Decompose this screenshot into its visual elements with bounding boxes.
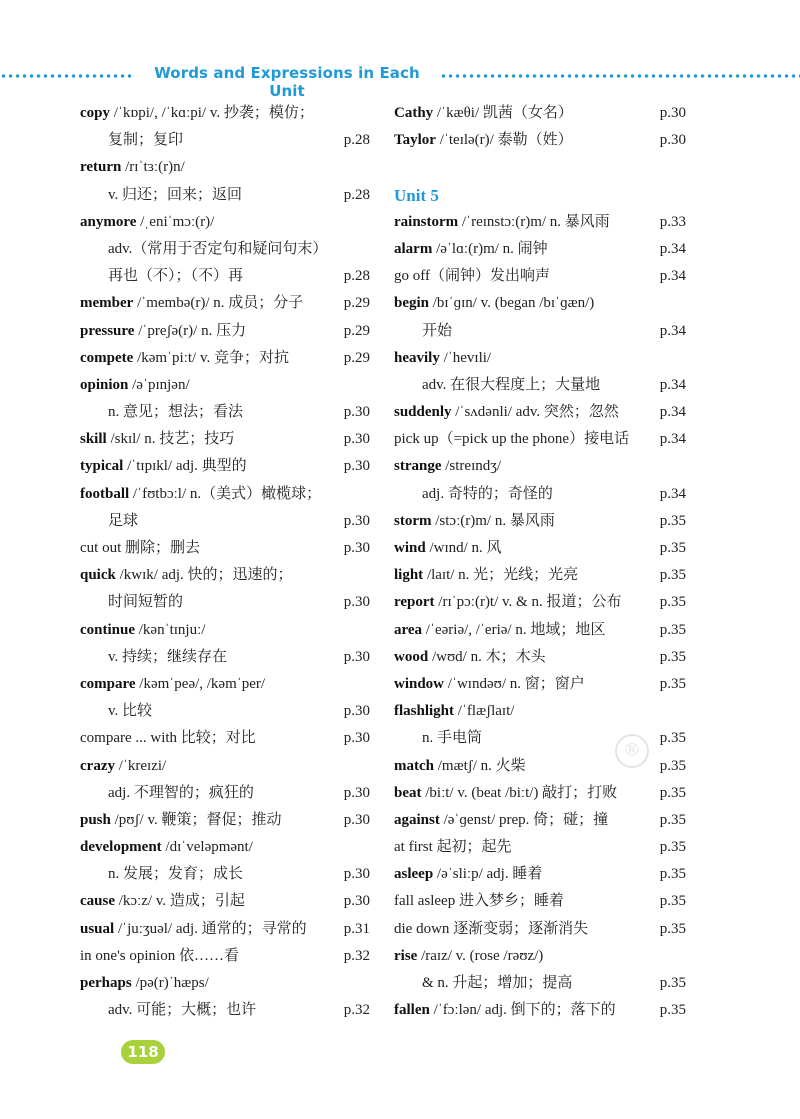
entry-text: go off（闹钟）发出响声 xyxy=(394,268,550,285)
page-ref: p.35 xyxy=(659,675,686,692)
entry-text: Cathy /ˈkæθi/ 凯茜（女名） xyxy=(394,105,573,121)
entry-row xyxy=(394,290,686,317)
entry-text: 时间短暂的 xyxy=(108,594,184,611)
entry-row xyxy=(80,589,370,616)
page-ref: p.35 xyxy=(659,784,686,801)
entry-row xyxy=(394,807,686,834)
entry-text: perhaps /pə(r)ˈhæps/ xyxy=(80,975,209,991)
entry-text: begin /bɪˈɡɪn/ v. (began /bɪˈɡæn/) xyxy=(394,295,595,312)
header-bar xyxy=(0,62,800,100)
entry-text: rise /raɪz/ v. (rose /rəʊz/) xyxy=(394,947,544,964)
page-ref: p.35 xyxy=(659,920,686,937)
page-ref: p.35 xyxy=(659,866,686,883)
entry-row xyxy=(80,780,370,807)
entry-text: v. 比较 xyxy=(108,703,153,720)
entry-text: wind /wɪnd/ n. 风 xyxy=(394,540,502,556)
page-ref: p.30 xyxy=(659,132,686,149)
entry-row xyxy=(80,154,370,181)
entry-row xyxy=(394,263,686,290)
entry-row xyxy=(394,617,686,644)
entry-row xyxy=(80,644,370,671)
entry-text: flashlight /ˈflæʃlaɪt/ xyxy=(394,703,515,720)
entry-text: v. 持续；继续存在 xyxy=(108,648,228,665)
entry-text: 开始 xyxy=(422,322,453,339)
entry-row xyxy=(394,671,686,698)
entry-row xyxy=(80,997,370,1024)
entry-row xyxy=(80,535,370,562)
page-ref: p.30 xyxy=(343,893,370,910)
entry-text: development /dɪˈveləpmənt/ xyxy=(80,839,253,856)
entry-row xyxy=(80,725,370,752)
header-dots-left xyxy=(0,74,135,78)
entry-text: in one's opinion 依……看 xyxy=(80,947,239,964)
entry-row xyxy=(394,943,686,970)
page-ref: p.32 xyxy=(343,1002,370,1019)
entry-text: storm /stɔː(r)m/ n. 暴风雨 xyxy=(394,512,555,529)
entry-row xyxy=(394,834,686,861)
page-ref: p.30 xyxy=(343,703,370,720)
page-ref: p.30 xyxy=(343,648,370,665)
page-ref: p.35 xyxy=(659,757,686,774)
entry-text: n. 发展；发育；成长 xyxy=(108,866,244,883)
page-ref: p.30 xyxy=(343,594,370,611)
entry-row xyxy=(394,426,686,453)
page-ref: p.28 xyxy=(343,186,370,203)
page-ref: p.35 xyxy=(659,1002,686,1019)
entry-row xyxy=(80,426,370,453)
entry-row xyxy=(80,318,370,345)
entry-text: return /rɪˈtɜː(r)n/ xyxy=(80,159,185,176)
entry-text: asleep /əˈsliːp/ adj. 睡着 xyxy=(394,866,543,883)
entry-text: & n. 升起；增加；提高 xyxy=(422,975,573,991)
entry-row xyxy=(80,861,370,888)
page-ref: p.34 xyxy=(659,404,686,421)
entry-text: usual /ˈjuːʒuəl/ adj. 通常的；寻常的 xyxy=(80,920,307,937)
entry-row xyxy=(394,508,686,535)
page-ref: p.34 xyxy=(659,376,686,393)
header-dots-right xyxy=(440,74,800,78)
entry-row xyxy=(394,345,686,372)
entry-text: adj. 不理智的；疯狂的 xyxy=(108,784,254,801)
entry-row xyxy=(394,970,686,997)
page-ref: p.33 xyxy=(659,213,686,230)
entry-row xyxy=(394,318,686,345)
entry-row xyxy=(394,236,686,263)
entry-row xyxy=(394,100,686,127)
entry-text: at first 起初；起先 xyxy=(394,839,512,856)
page-ref: p.35 xyxy=(659,540,686,556)
entry-text: typical /ˈtɪpɪkl/ adj. 典型的 xyxy=(80,458,247,475)
entry-text: quick /kwɪk/ adj. 快的；迅速的； xyxy=(80,567,293,584)
page-ref: p.30 xyxy=(343,811,370,828)
entry-row xyxy=(80,182,370,209)
entry-text: n. 意见；想法；看法 xyxy=(108,404,244,421)
page-ref: p.30 xyxy=(659,105,686,121)
registered-mark-icon: ® xyxy=(615,734,649,768)
entry-text: compare ... with 比较；对比 xyxy=(80,730,256,747)
page-ref: p.32 xyxy=(343,947,370,964)
entry-text: alarm /əˈlɑː(r)m/ n. 闹钟 xyxy=(394,240,548,257)
entry-text: adj. 奇特的；奇怪的 xyxy=(422,485,553,502)
entry-text: area /ˈeəriə/, /ˈeriə/ n. 地域；地区 xyxy=(394,621,606,638)
entry-text: heavily /ˈhevɪli/ xyxy=(394,349,492,366)
entry-text: 复制；复印 xyxy=(108,132,184,149)
page-ref: p.34 xyxy=(659,485,686,502)
page-ref: p.35 xyxy=(659,512,686,529)
page-ref: p.28 xyxy=(343,132,370,149)
entry-text: cut out 删除；删去 xyxy=(80,540,200,556)
page-ref: p.31 xyxy=(343,920,370,937)
entry-row xyxy=(80,943,370,970)
entry-text: crazy /ˈkreɪzi/ xyxy=(80,757,167,774)
entry-row xyxy=(394,562,686,589)
entry-text: rainstorm /ˈreɪnstɔː(r)m/ n. 暴风雨 xyxy=(394,213,610,230)
page-ref: p.35 xyxy=(659,811,686,828)
entry-row xyxy=(80,888,370,915)
entry-row xyxy=(394,888,686,915)
page-ref: p.34 xyxy=(659,322,686,339)
entry-row xyxy=(80,698,370,725)
page-ref: p.30 xyxy=(343,540,370,556)
entry-row xyxy=(80,807,370,834)
entry-text: member /ˈmembə(r)/ n. 成员；分子 xyxy=(80,295,304,312)
entry-text: beat /biːt/ v. (beat /biːt/) 敲打；打败 xyxy=(394,784,618,801)
entry-row xyxy=(80,916,370,943)
entry-text: fall asleep 进入梦乡；睡着 xyxy=(394,893,564,910)
entry-text: match /mætʃ/ n. 火柴 xyxy=(394,757,526,774)
entry-text: cause /kɔːz/ v. 造成；引起 xyxy=(80,893,245,910)
entry-text: adv.（常用于否定句和疑问句末） xyxy=(108,240,328,257)
entry-text: skill /skɪl/ n. 技艺；技巧 xyxy=(80,431,235,448)
spacer xyxy=(394,154,686,181)
entry-row xyxy=(80,562,370,589)
entry-text: against /əˈɡenst/ prep. 倚；碰；撞 xyxy=(394,811,609,828)
page-ref: p.30 xyxy=(343,458,370,475)
page-ref: p.30 xyxy=(343,404,370,421)
entry-row xyxy=(394,182,686,209)
entry-text: suddenly /ˈsʌdənli/ adv. 突然；忽然 xyxy=(394,404,619,421)
entry-text: adv. 可能；大概；也许 xyxy=(108,1002,257,1019)
entry-row xyxy=(394,997,686,1024)
entry-text: n. 手电筒 xyxy=(422,730,483,747)
entry-text: push /pʊʃ/ v. 鞭策；督促；推动 xyxy=(80,811,282,828)
entry-text: light /laɪt/ n. 光；光线；光亮 xyxy=(394,567,579,584)
entry-row xyxy=(80,399,370,426)
entry-text: pressure /ˈpreʃə(r)/ n. 压力 xyxy=(80,322,247,339)
entry-text: window /ˈwɪndəʊ/ n. 窗；窗户 xyxy=(394,675,585,692)
entry-text: adv. 在很大程度上；大量地 xyxy=(422,376,601,393)
page-ref: p.30 xyxy=(343,431,370,448)
entry-row xyxy=(394,127,686,154)
entry-text: copy /ˈkɒpi/, /ˈkɑːpi/ v. 抄袭；模仿； xyxy=(80,105,314,121)
page-ref: p.29 xyxy=(343,349,370,366)
entry-row xyxy=(394,644,686,671)
entry-row xyxy=(394,861,686,888)
entry-row xyxy=(394,916,686,943)
right-column xyxy=(394,100,686,1024)
page-ref: p.35 xyxy=(659,730,686,747)
entry-row xyxy=(80,345,370,372)
entry-row xyxy=(394,453,686,480)
page-ref: p.29 xyxy=(343,322,370,339)
entry-row xyxy=(80,372,370,399)
entry-text: pick up（=pick up the phone）接电话 xyxy=(394,431,630,448)
page-ref: p.35 xyxy=(659,567,686,584)
entry-row xyxy=(80,236,370,263)
entry-row xyxy=(80,290,370,317)
page-ref: p.30 xyxy=(343,866,370,883)
entry-row xyxy=(80,209,370,236)
entry-row xyxy=(394,698,686,725)
entry-row xyxy=(80,753,370,780)
entry-text: v. 归还；回来；返回 xyxy=(108,186,243,203)
page-ref: p.35 xyxy=(659,975,686,991)
entry-row xyxy=(80,481,370,508)
entry-text: wood /wʊd/ n. 木；木头 xyxy=(394,648,546,665)
page-ref: p.35 xyxy=(659,594,686,611)
page-ref: p.35 xyxy=(659,621,686,638)
unit-heading: Unit 5 xyxy=(394,185,439,205)
entry-row xyxy=(80,100,370,127)
entry-row xyxy=(394,372,686,399)
entry-text: Taylor /ˈteɪlə(r)/ 泰勒（姓） xyxy=(394,132,573,149)
entry-row xyxy=(394,780,686,807)
entry-text: 再也（不）；（不）再 xyxy=(108,268,244,285)
page-ref: p.30 xyxy=(343,512,370,529)
entry-row xyxy=(394,535,686,562)
entry-row xyxy=(80,508,370,535)
entry-text: compete /kəmˈpiːt/ v. 竞争；对抗 xyxy=(80,349,289,366)
entry-row xyxy=(80,970,370,997)
page-ref: p.30 xyxy=(343,784,370,801)
entry-row xyxy=(80,127,370,154)
entry-text: football /ˈfʊtbɔːl/ n.（美式）橄榄球； xyxy=(80,485,322,502)
entry-text: 足球 xyxy=(108,512,139,529)
page-ref: p.34 xyxy=(659,268,686,285)
entry-text: fallen /ˈfɔːlən/ adj. 倒下的；落下的 xyxy=(394,1002,616,1019)
page-ref: p.35 xyxy=(659,839,686,856)
entry-row xyxy=(394,589,686,616)
entry-row xyxy=(394,399,686,426)
entry-text: anymore /ˌeniˈmɔː(r)/ xyxy=(80,213,215,230)
entry-row xyxy=(80,263,370,290)
entry-text: strange /streɪndʒ/ xyxy=(394,458,502,475)
entry-text: report /rɪˈpɔː(r)t/ v. & n. 报道；公布 xyxy=(394,594,622,611)
page-ref: p.30 xyxy=(343,730,370,747)
page-ref: p.35 xyxy=(659,893,686,910)
page-ref: p.29 xyxy=(343,295,370,312)
page-ref: p.35 xyxy=(659,648,686,665)
entry-row xyxy=(80,834,370,861)
entry-text: continue /kənˈtɪnjuː/ xyxy=(80,621,206,638)
page-ref: p.34 xyxy=(659,431,686,448)
entry-text: opinion /əˈpɪnjən/ xyxy=(80,376,190,393)
page-title: Words and Expressions in Each Unit xyxy=(154,64,420,100)
entry-row xyxy=(80,671,370,698)
page-ref: p.28 xyxy=(343,268,370,285)
page-number: 118 xyxy=(121,1040,165,1064)
entry-row xyxy=(80,617,370,644)
left-column xyxy=(80,100,370,1024)
entry-row xyxy=(394,481,686,508)
page-ref: p.34 xyxy=(659,240,686,257)
entry-row xyxy=(394,209,686,236)
entry-row xyxy=(80,453,370,480)
entry-text: die down 逐渐变弱；逐渐消失 xyxy=(394,920,589,937)
entry-text: compare /kəmˈpeə/, /kəmˈper/ xyxy=(80,675,266,692)
